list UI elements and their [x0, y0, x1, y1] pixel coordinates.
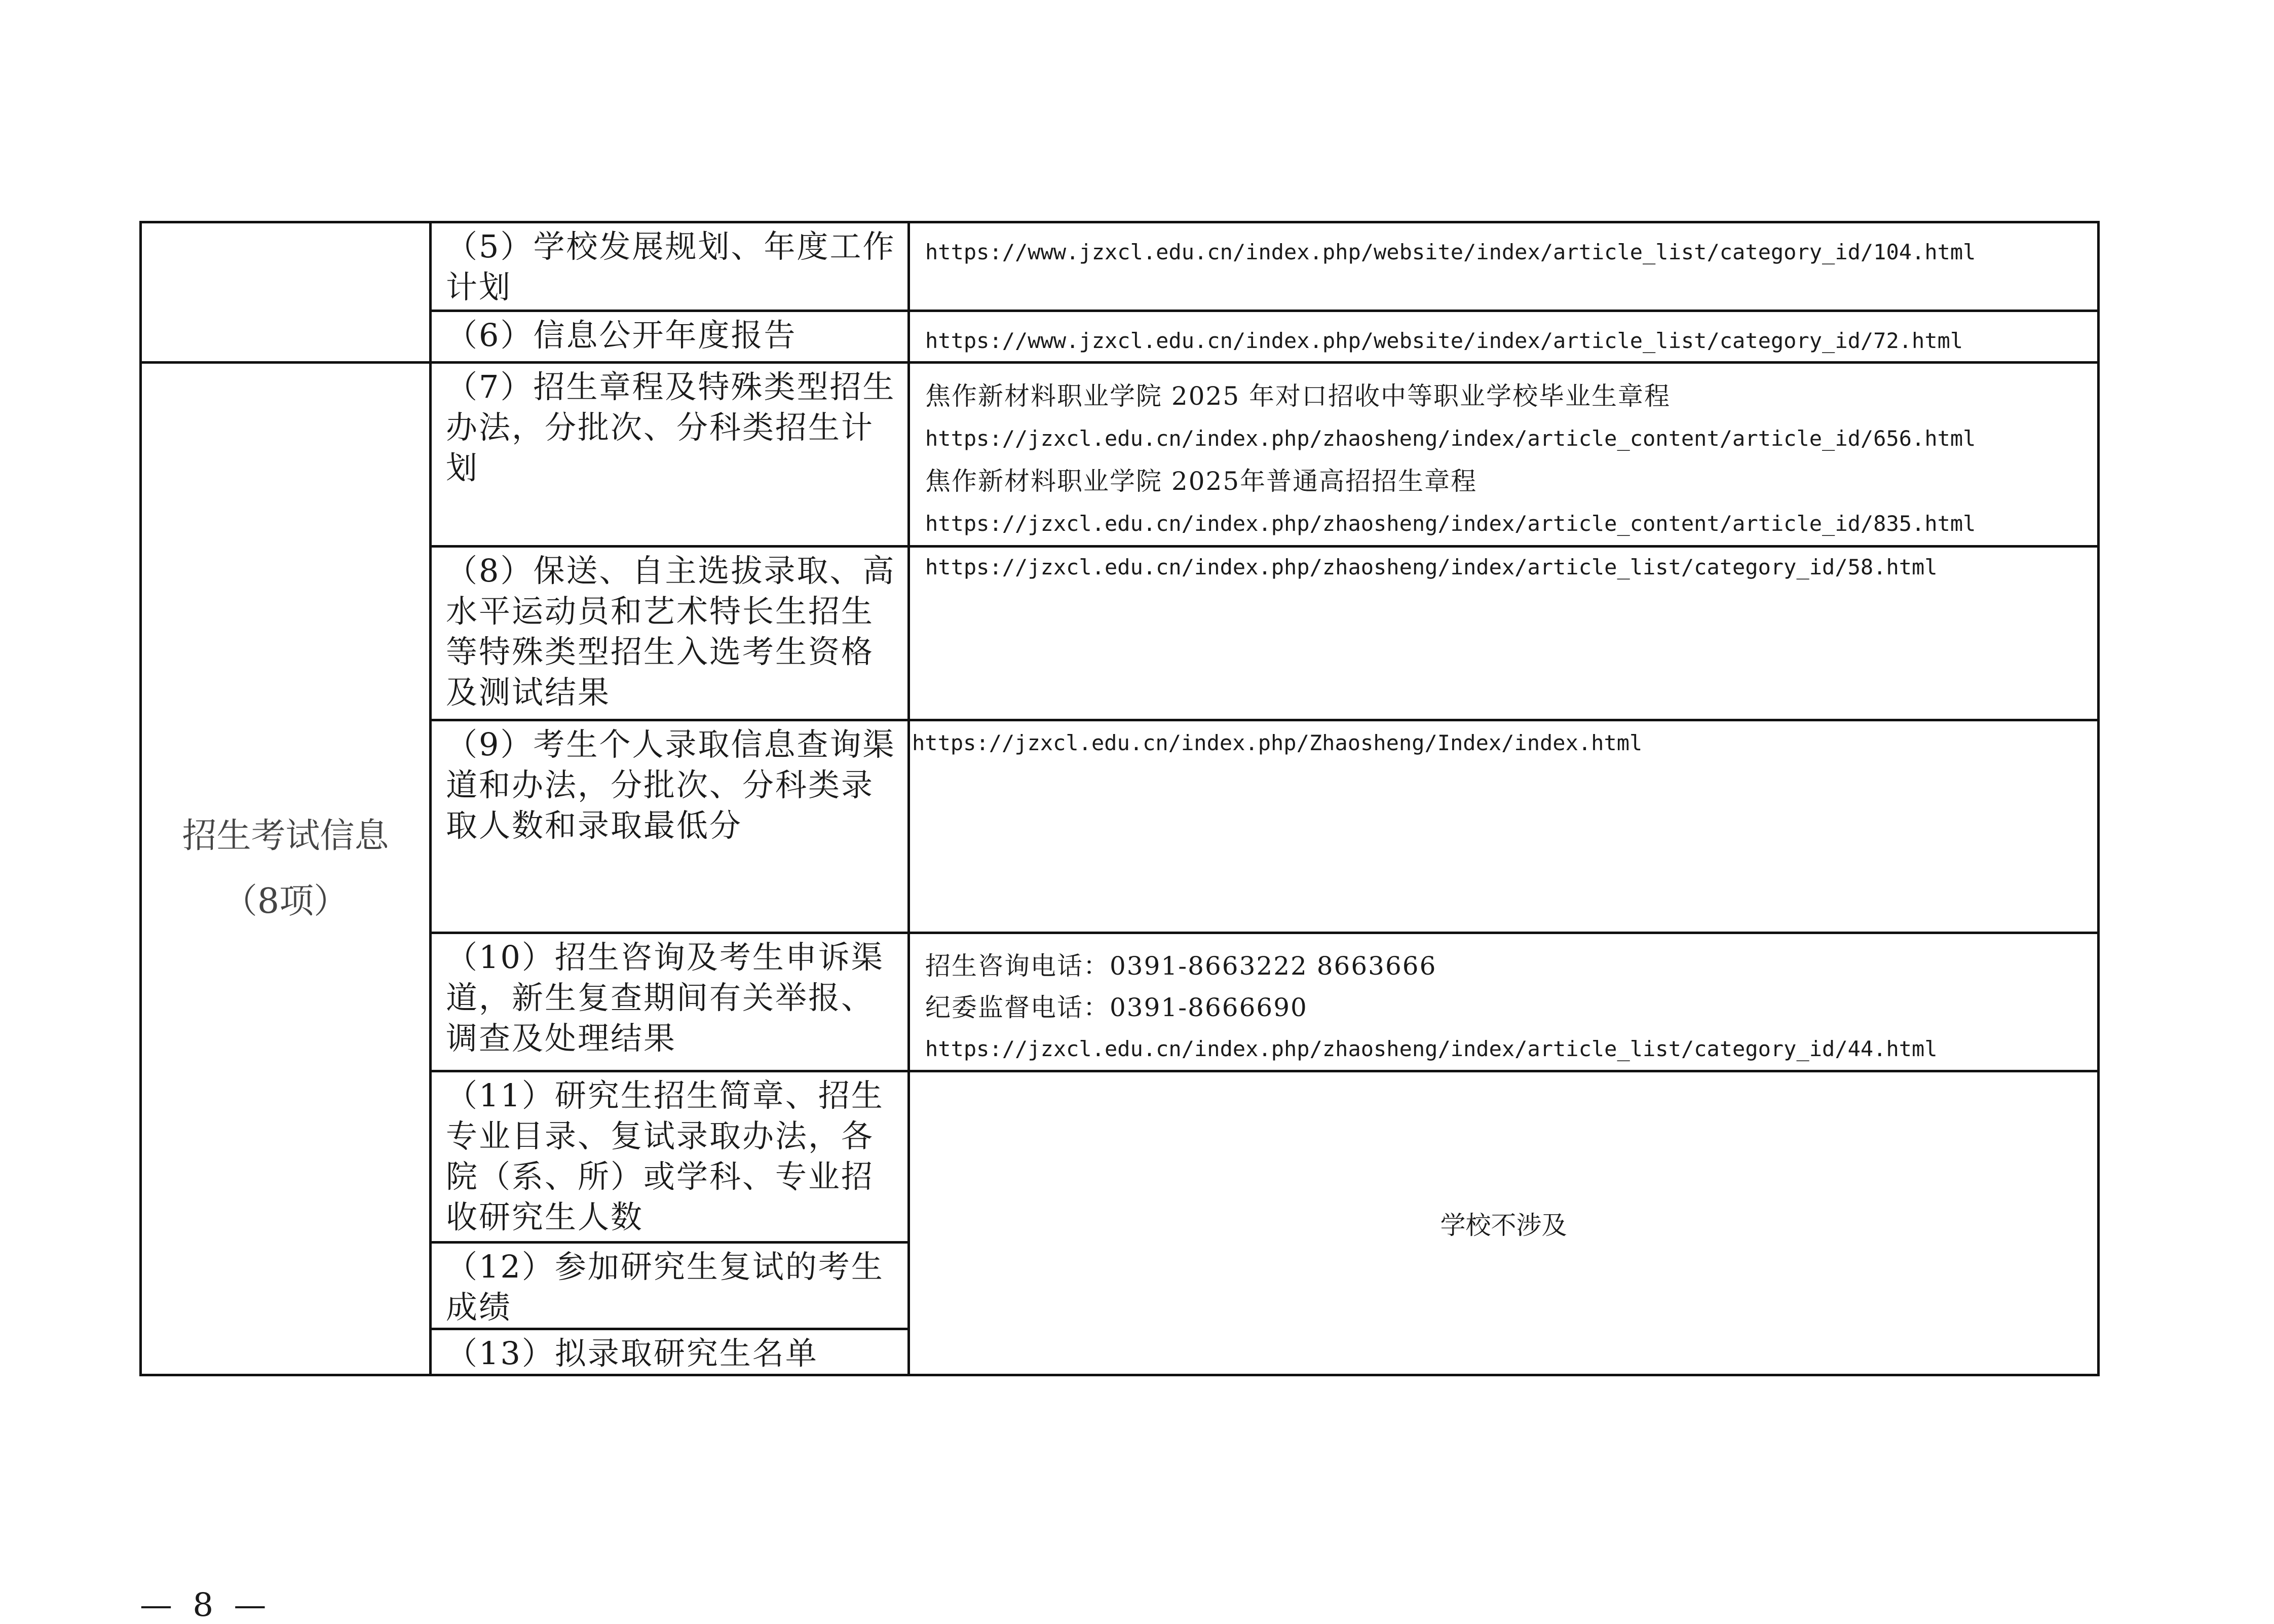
- item-cell: （8）保送、自主选拔录取、高水平运动员和艺术特长生招生等特殊类型招生入选考生资格及测试结果: [431, 547, 909, 720]
- phone-line: 纪委监督电话：0391-8666690: [925, 993, 1308, 1022]
- disclosure-table-page: [139, 221, 2097, 1372]
- item-cell: （11）研究生招生简章、招生专业目录、复试录取办法，各院（系、所）或学科、专业招收研究生人数: [431, 1071, 909, 1243]
- item-cell: （9）考生个人录取信息查询渠道和办法，分批次、分科类录取人数和录取最低分: [431, 720, 909, 933]
- not-applicable-note: 学校不涉及: [1440, 1210, 1567, 1240]
- item-cell: （6）信息公开年度报告: [431, 311, 909, 363]
- category-cell-empty: [141, 222, 431, 363]
- content-cell: [909, 363, 2099, 547]
- item-cell: （5）学校发展规划、年度工作计划: [431, 222, 909, 311]
- content-cell: [909, 311, 2099, 363]
- not-applicable-cell: [909, 1071, 2099, 1375]
- category-count: （8项）: [222, 881, 349, 921]
- content-cell: [909, 222, 2099, 311]
- link-text[interactable]: https://www.jzxcl.edu.cn/index.php/website/index/article_list/category_id/72.html: [925, 328, 1963, 353]
- item-cell: （12）参加研究生复试的考生成绩: [431, 1243, 909, 1329]
- disclosure-table: [139, 221, 2100, 1376]
- table-row: [141, 1071, 2099, 1243]
- content-cell: [909, 547, 2099, 720]
- link-text[interactable]: https://jzxcl.edu.cn/index.php/zhaosheng/index/article_content/article_id/835.html: [925, 511, 1976, 536]
- phone-line: 招生咨询电话：0391-8663222 8663666: [925, 951, 1437, 981]
- link-text[interactable]: https://jzxcl.edu.cn/index.php/zhaosheng/index/article_content/article_id/656.html: [925, 426, 1976, 451]
- link-text[interactable]: https://www.jzxcl.edu.cn/index.php/website/index/article_list/category_id/104.html: [925, 240, 1976, 264]
- table-row: [141, 547, 2099, 720]
- content-cell: [909, 933, 2099, 1071]
- document-title: 焦作新材料职业学院 2025年普通高招招生章程: [925, 467, 1477, 496]
- category-cell: [141, 363, 431, 1375]
- table-row: [141, 363, 2099, 547]
- link-text[interactable]: https://jzxcl.edu.cn/index.php/zhaosheng/index/article_list/category_id/44.html: [925, 1036, 1938, 1061]
- item-cell: （7）招生章程及特殊类型招生办法，分批次、分科类招生计划: [431, 363, 909, 547]
- table-row: [141, 222, 2099, 311]
- content-cell: [909, 720, 2099, 933]
- link-text[interactable]: https://jzxcl.edu.cn/index.php/zhaosheng/index/article_list/category_id/58.html: [925, 555, 1938, 579]
- table-row: [141, 720, 2099, 933]
- document-title: 焦作新材料职业学院 2025 年对口招收中等职业学校毕业生章程: [925, 381, 1671, 411]
- item-cell: （13）拟录取研究生名单: [431, 1329, 909, 1375]
- link-text[interactable]: https://jzxcl.edu.cn/index.php/Zhaosheng/Index/index.html: [912, 730, 1643, 755]
- table-row: [141, 933, 2099, 1071]
- table-row: [141, 311, 2099, 363]
- category-name: 招生考试信息: [182, 816, 389, 856]
- item-cell: （10）招生咨询及考生申诉渠道，新生复查期间有关举报、调查及处理结果: [431, 933, 909, 1071]
- page-number: — 8 —: [140, 1587, 272, 1624]
